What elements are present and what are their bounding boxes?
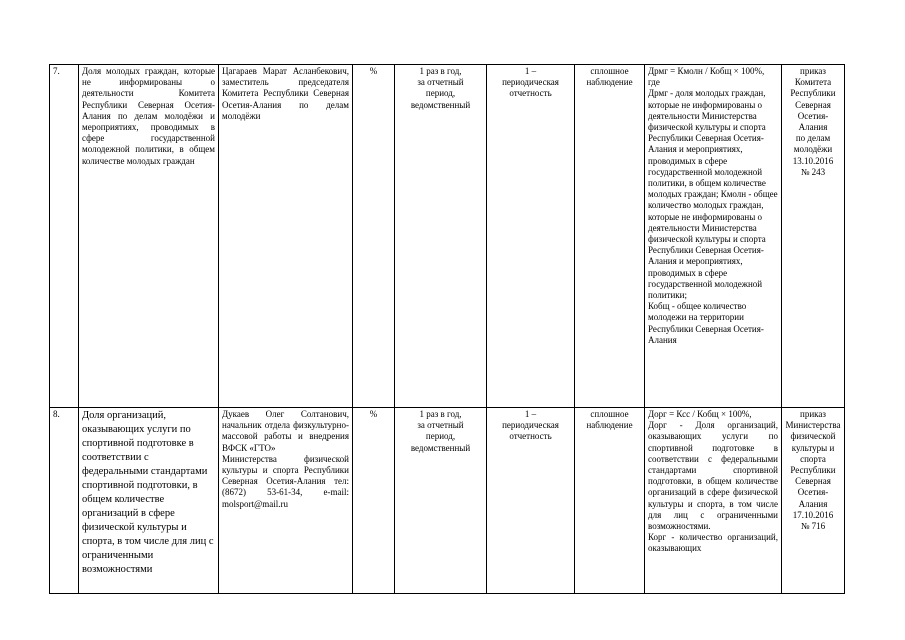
row-number: 8. [50, 408, 79, 594]
indicator-name: Доля молодых граждан, которые не информированы о деятельности Комитета Республики Северная Осетия-Алания по делам молодёжи и мероприятиях, проводимых в сфере государственной молодежной политики, в общем количестве молодых граждан [79, 65, 219, 408]
responsible-person: Дукаев Олег Солтанович, начальник отдела физкультурно-массовой работы и внедрения ВФСК «ГТО» Министерства физической культуры и спорта Республики Северная Осетия-Алания тел: (8672) 53-61-34, e-mail: molsport@mail.ru [219, 408, 353, 594]
data-source: 1 – периодическая отчетность [487, 408, 575, 594]
indicator-name: Доля организаций, оказывающих услуги по спортивной подготовке в соответствии с федеральными стандартами спортивной подготовки, в общем количестве организаций в сфере физической культуры и спорта, в том числе для лиц с ограниченными возможностями [79, 408, 219, 594]
table-row [50, 408, 845, 594]
legal-order: приказ Комитета Республики Северная Осетия-Алания по делам молодёжи 13.10.2016 № 243 [782, 65, 845, 408]
legal-order: приказ Министерства физической культуры и спорта Республики Северная Осетия-Алания 17.10.2016 № 716 [782, 408, 845, 594]
unit-of-measure: % [353, 408, 395, 594]
table-row [50, 65, 845, 408]
collection-method: сплошное наблюдение [575, 408, 645, 594]
unit-of-measure: % [353, 65, 395, 408]
indicators-table [49, 64, 845, 594]
responsible-person: Цагараев Марат Асланбекович, заместитель председателя Комитета Республики Северная Осетия-Алания по делам молодёжи [219, 65, 353, 408]
calculation-formula: Дрмг = Кмолн / Кобщ × 100%, где Дрмг - доля молодых граждан, которые не информированы о деятельности Министерства физической культуры и спорта Республики Северная Осетия-Алания и мероприятиях, проводимых в сфере государственной молодежной политики, в общем количестве молодых граждан; Кмолн - общее количество молодых граждан, которые не информированы о деятельности Министерства физической культуры и спорта Республики Северная Осетия-Алания и мероприятиях, проводимых в сфере государственной молодежной политики; Кобщ - общее количество молодежи на территории Республики Северная Осетия-Алания [645, 65, 782, 408]
row-number: 7. [50, 65, 79, 408]
collection-method: сплошное наблюдение [575, 65, 645, 408]
data-source: 1 – периодическая отчетность [487, 65, 575, 408]
periodicity: 1 раз в год, за отчетный период, ведомственный [395, 65, 487, 408]
calculation-formula: Дорг = Ксс / Кобщ × 100%, Дорг - Доля организаций, оказывающих услуги по спортивной подготовке в соответствии с федеральными стандартами спортивной подготовки, в общем количестве организаций в сфере физической культуры и спорта, в том числе для лиц с ограниченными возможностями. Корг - количество организаций, оказывающих [645, 408, 782, 594]
periodicity: 1 раз в год, за отчетный период, ведомственный [395, 408, 487, 594]
